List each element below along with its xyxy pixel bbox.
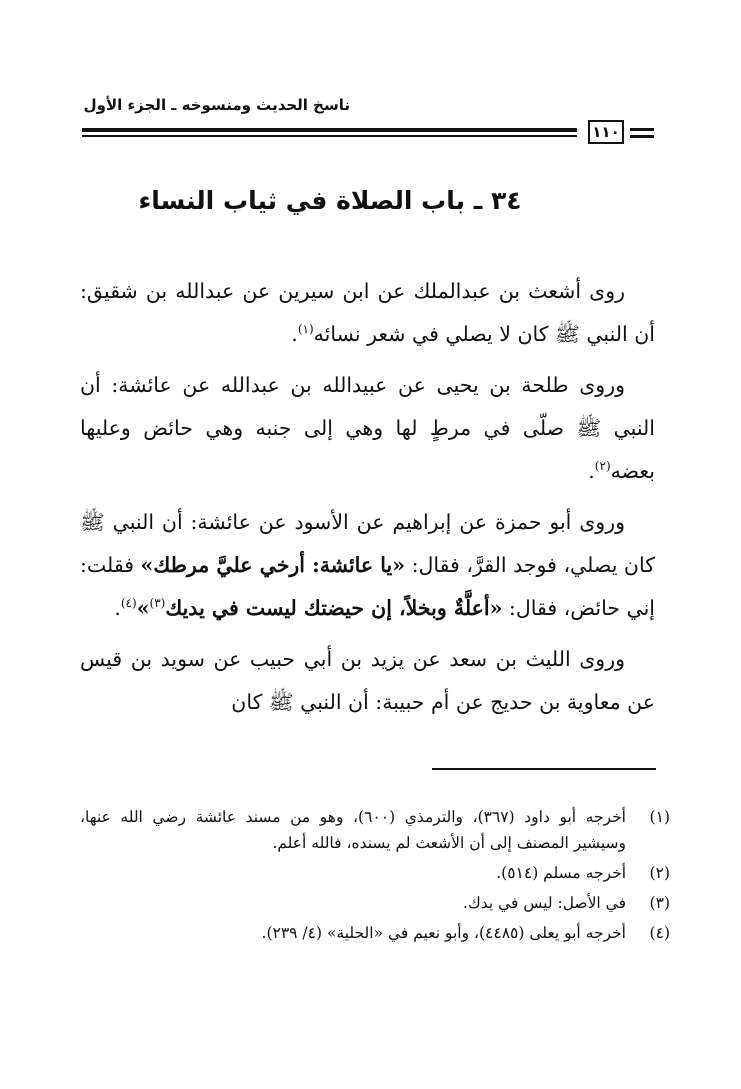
footnotes: [80, 804, 670, 950]
footnote: [80, 860, 670, 886]
chapter-title: ٣٤ ـ باب الصلاة في ثياب النساء: [138, 186, 522, 215]
footnote: [80, 804, 670, 856]
paragraph-text: وروى أبو حمزة عن إبراهيم عن الأسود عن عائشة: أن النبي ﷺ كان يصلي، فوجد القرَّ، فقال:: [80, 510, 655, 577]
footnote: [80, 890, 670, 916]
paragraph-text: فقلت: إني حائض، فقال:: [80, 553, 655, 620]
paragraph: [80, 638, 655, 724]
main-text: [80, 270, 655, 732]
footnote-number: (١): [649, 808, 670, 826]
footnote-number: (٤): [649, 924, 670, 942]
footnote-ref: (٣): [149, 596, 166, 611]
paragraph-end: .: [114, 596, 121, 620]
header-end-bar: [630, 128, 654, 131]
paragraph: [80, 270, 655, 356]
footnote-text: أخرجه مسلم (٥١٤).: [496, 864, 626, 882]
header-end-bar: [630, 135, 654, 138]
footnote-ref: (٢): [594, 459, 611, 474]
footnote-text: في الأصل: ليس في يدك.: [463, 894, 626, 912]
page-number: ١١٠: [588, 120, 624, 144]
paragraph-text: روى أشعث بن عبدالملك عن ابن سيرين عن عبدالله بن شقيق: أن النبي ﷺ كان لا يصلي في شعر نسائه: [80, 279, 655, 346]
paragraph-end: .: [291, 322, 298, 346]
paragraph-end: .: [588, 459, 595, 483]
paragraph-text: وروى الليث بن سعد عن يزيد بن أبي حبيب عن سويد بن قيس عن معاوية بن حديج عن أم حبيبة: أن النبي ﷺ كان: [80, 647, 655, 714]
footnote-ref: (٤): [120, 596, 137, 611]
header-rule-thick: [82, 128, 577, 132]
hadith-quote: «يا عائشة: أرخي عليَّ مرطك»: [140, 553, 406, 577]
footnote-text: أخرجه أبو يعلى (٤٤٨٥)، وأبو نعيم في «الحلية» (٤/ ٢٣٩).: [261, 924, 626, 942]
footnote-ref: (١): [297, 322, 314, 337]
paragraph-text: وروى طلحة بن يحيى عن عبيدالله بن عبدالله عن عائشة: أن النبي ﷺ صلّى في مرطٍ لها وهي إلى جنبه وهي حائض وعليها بعضه: [80, 373, 655, 483]
paragraph: [80, 364, 655, 493]
footnote-text: أخرجه أبو داود (٣٦٧)، والترمذي (٦٠٠)، وهو من مسند عائشة رضي الله عنها، وسيشير المصنف إلى أن الأشعث لم يسنده، فالله أعلم.: [80, 808, 626, 852]
hadith-quote: «أعلَّةٌ وبخلاً، إن حيضتك ليست في يديك: [165, 596, 503, 620]
footnote-number: (٢): [649, 864, 670, 882]
footnote: [80, 920, 670, 946]
paragraph: [80, 501, 655, 630]
running-head: ناسخ الحديث ومنسوخه ـ الجزء الأول: [83, 96, 350, 114]
footnote-separator: [432, 768, 656, 770]
footnote-number: (٣): [649, 894, 670, 912]
quote-close: »: [136, 596, 150, 620]
header-rule-thin: [82, 135, 577, 137]
